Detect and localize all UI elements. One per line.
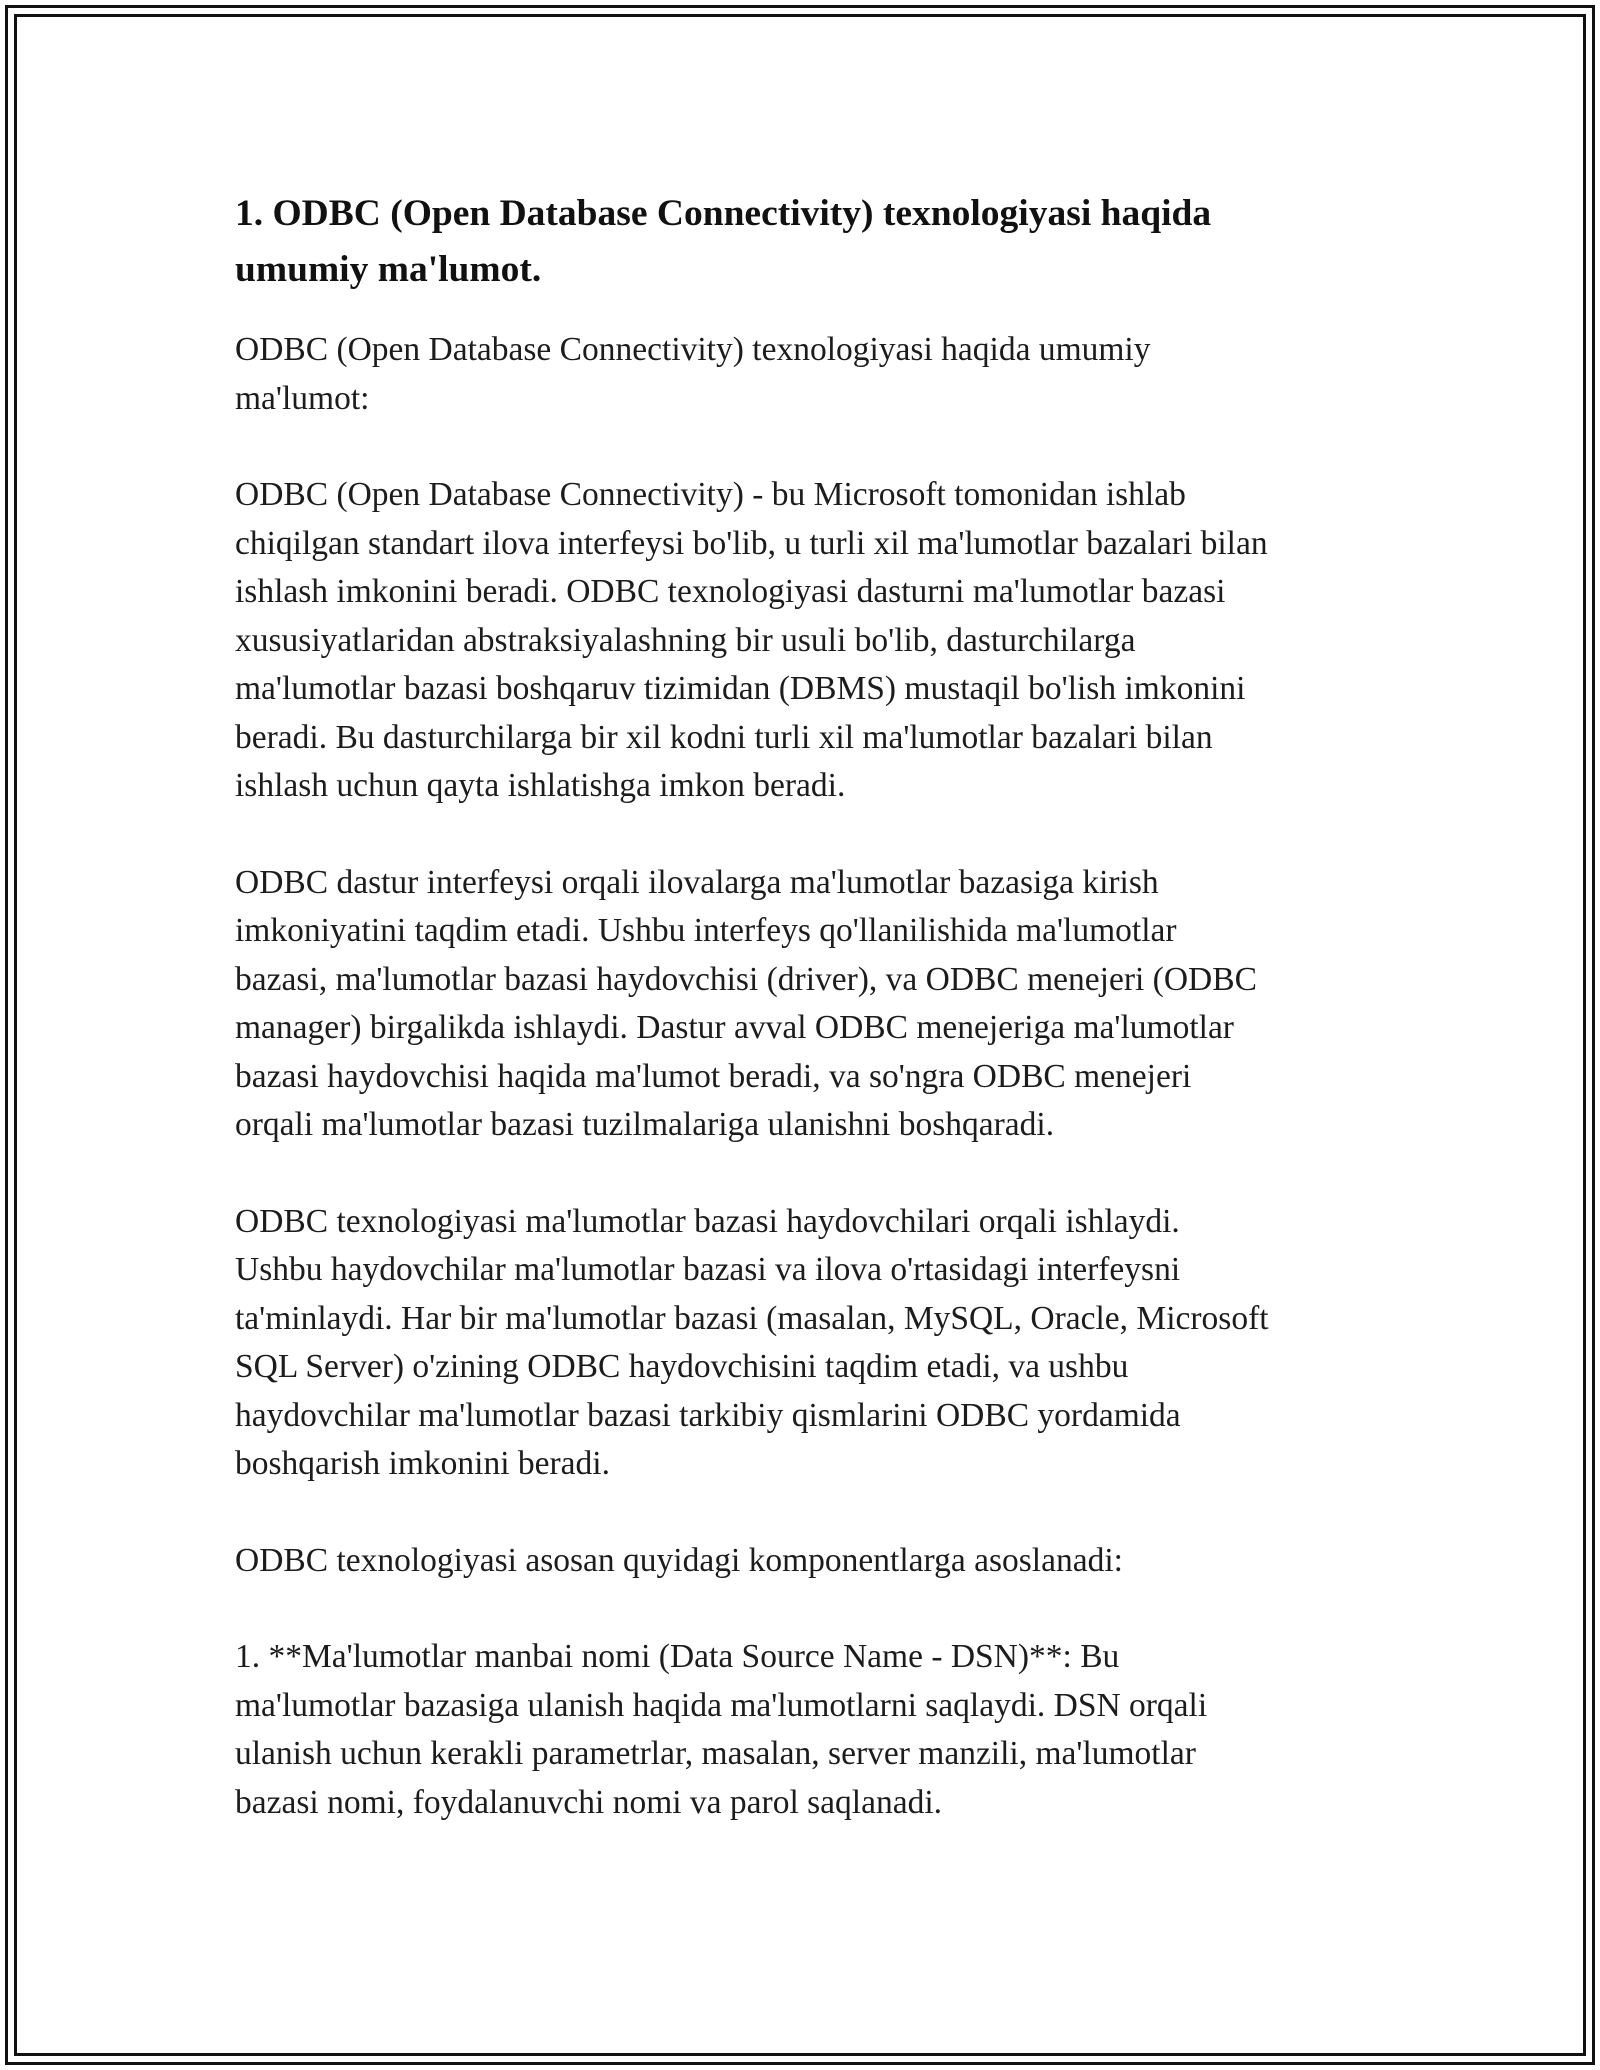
section-heading: 1. ODBC (Open Database Connectivity) texnologiyasi haqida umumiy ma'lumot. (235, 193, 1212, 290)
paragraph-interface: ODBC dastur interfeysi orqali ilovalarga ma'lumotlar bazasiga kirish imkoniyatini taqdim etadi. Ushbu interfeys qo'llanilishida ma'lumotlar bazasi, ma'lumotlar bazasi haydovchisi (driver), va ODBC menejeri (ODBC manager) birgalikda ishlaydi. Dastur avval ODBC menejeriga ma'lumotlar bazasi haydovchisi haqida ma'lumot beradi, va so'ngra ODBC menejeri orqali ma'lumotlar bazasi tuzilmalariga ulanishni boshqaradi. (235, 863, 1257, 1143)
paragraph-intro: ODBC (Open Database Connectivity) texnologiyasi haqida umumiy ma'lumot: (235, 331, 1151, 417)
document-body (235, 186, 1375, 1875)
paragraph-components-intro: ODBC texnologiyasi asosan quyidagi komponentlarga asoslanadi: (235, 1541, 1123, 1579)
paragraph-drivers: ODBC texnologiyasi ma'lumotlar bazasi haydovchilari orqali ishlaydi. Ushbu haydovchilar ma'lumotlar bazasi va ilova o'rtasidagi interfeysni ta'minlaydi. Har bir ma'lumotlar bazasi (masalan, MySQL, Oracle, Microsoft SQL Server) o'zining ODBC haydovchisini taqdim etadi, va ushbu haydovchilar ma'lumotlar bazasi tarkibiy qismlarini ODBC yordamida boshqarish imkonini beradi. (235, 1202, 1269, 1482)
paragraph-definition: ODBC (Open Database Connectivity) - bu Microsoft tomonidan ishlab chiqilgan standart ilova interfeysi bo'lib, u turli xil ma'lumotlar bazalari bilan ishlash imkonini beradi. ODBC texnologiyasi dasturni ma'lumotlar bazasi xususiyatlaridan abstraksiyalashning bir usuli bo'lib, dasturchilarga ma'lumotlar bazasi boshqaruv tizimidan (DBMS) mustaqil bo'lish imkonini beradi. Bu dasturchilarga bir xil kodni turli xil ma'lumotlar bazalari bilan ishlash uchun qayta ishlatishga imkon beradi. (235, 476, 1268, 804)
paragraph-dsn: 1. **Ma'lumotlar manbai nomi (Data Source Name - DSN)**: Bu ma'lumotlar bazasiga ulanish haqida ma'lumotlarni saqlaydi. DSN orqali ulanish uchun kerakli parametrlar, masalan, server manzili, ma'lumotlar bazasi nomi, foydalanuvchi nomi va parol saqlanadi. (235, 1638, 1208, 1821)
